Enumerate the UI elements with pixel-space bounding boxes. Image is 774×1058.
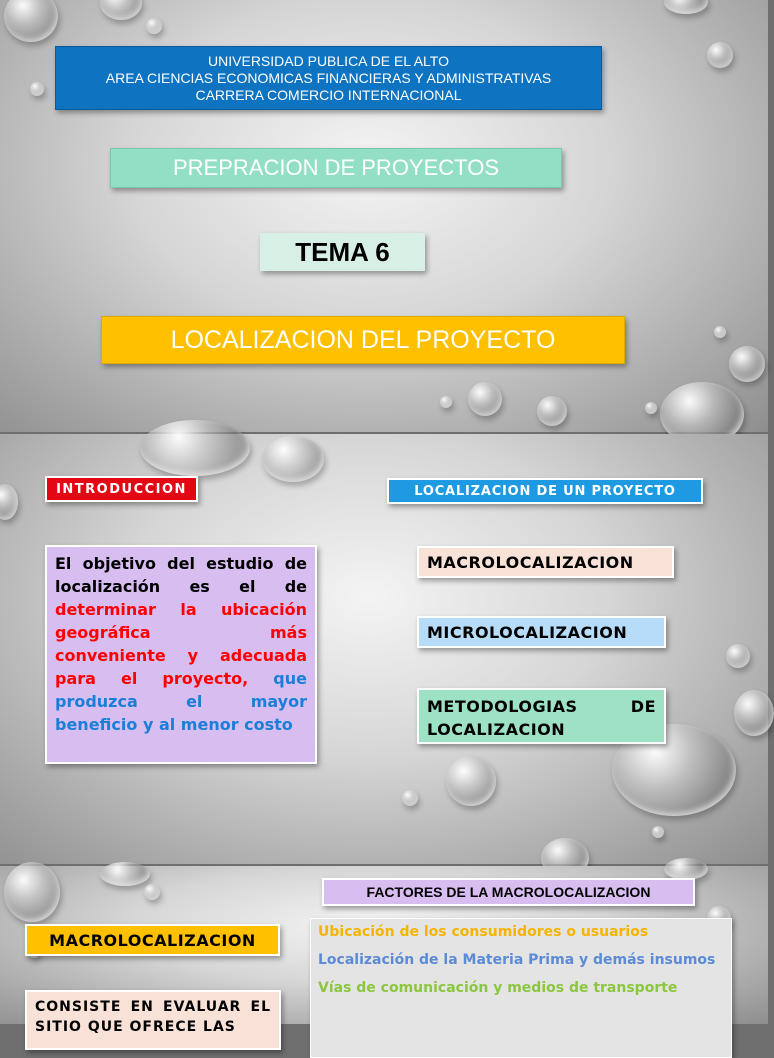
water-drop-decoration xyxy=(4,0,58,42)
objective-text-box xyxy=(45,545,317,764)
career-name: CARRERA COMERCIO INTERNACIONAL xyxy=(195,86,462,103)
methodologies-line1: METODOLOGIAS DE xyxy=(427,697,656,716)
objective-text-intro: El objetivo del estudio de localización es el de xyxy=(55,554,307,596)
area-name: AREA CIENCIAS ECONOMICAS FINANCIERAS Y ADMINISTRATIVAS xyxy=(105,69,552,86)
objective-text-benefit: que produzca el mayor beneficio y al menor costo xyxy=(55,669,307,734)
slide-macrolocation xyxy=(0,866,768,1035)
water-drop-decoration xyxy=(707,42,733,68)
water-drop-decoration xyxy=(0,484,18,520)
university-name: UNIVERSIDAD PUBLICA DE EL ALTO xyxy=(208,52,449,69)
water-drop-decoration xyxy=(714,326,726,338)
location-section-header: LOCALIZACION DE UN PROYECTO xyxy=(387,478,703,504)
methodologies-line2: LOCALIZACION xyxy=(427,720,566,739)
introduction-label: INTRODUCCION xyxy=(45,476,198,502)
water-drop-decoration xyxy=(146,18,162,34)
course-title: PREPRACION DE PROYECTOS xyxy=(110,148,562,188)
microlocation-item: MICROLOCALIZACION xyxy=(417,616,666,648)
definition-text: CONSISTE EN EVALUAR EL SITIO QUE OFRECE LAS xyxy=(35,999,271,1035)
macrolocation-label: MACROLOCALIZACION xyxy=(25,924,280,956)
water-drop-decoration xyxy=(446,756,496,806)
topic-title: LOCALIZACION DEL PROYECTO xyxy=(101,316,625,364)
water-drop-decoration xyxy=(4,862,60,922)
water-drop-decoration xyxy=(734,690,774,736)
university-header-box xyxy=(55,46,602,110)
water-drop-decoration xyxy=(664,0,708,14)
tema-label: TEMA 6 xyxy=(260,233,425,271)
water-drop-decoration xyxy=(30,82,44,96)
water-drop-decoration xyxy=(726,644,750,668)
water-drop-decoration xyxy=(402,790,418,806)
definition-text-box xyxy=(25,990,281,1050)
slide-title xyxy=(0,0,768,432)
water-drop-decoration xyxy=(537,396,567,426)
water-drop-decoration xyxy=(645,402,657,414)
water-drop-decoration xyxy=(144,884,160,900)
water-drop-decoration xyxy=(100,0,142,20)
factors-title: FACTORES DE LA MACROLOCALIZACION xyxy=(322,878,695,906)
factors-list xyxy=(310,918,732,1058)
water-drop-decoration xyxy=(440,396,452,408)
methodologies-item xyxy=(417,688,666,744)
water-drop-decoration xyxy=(140,420,250,476)
water-drop-decoration xyxy=(729,346,765,382)
water-drop-decoration xyxy=(664,858,708,880)
factor-transport: Vías de comunicación y medios de transporte xyxy=(318,980,678,996)
objective-text-highlight: determinar la ubicación geográfica más conveniente y adecuada para el proyecto, xyxy=(55,600,307,688)
water-drop-decoration xyxy=(468,382,502,416)
water-drop-decoration xyxy=(652,826,664,838)
factor-consumers: Ubicación de los consumidores o usuarios xyxy=(318,924,649,940)
macrolocation-item: MACROLOCALIZACION xyxy=(417,546,674,578)
water-drop-decoration xyxy=(100,862,150,886)
factor-raw-materials: Localización de la Materia Prima y demás insumos xyxy=(318,952,716,968)
slide-introduction xyxy=(0,434,768,864)
water-drop-decoration xyxy=(262,436,324,482)
